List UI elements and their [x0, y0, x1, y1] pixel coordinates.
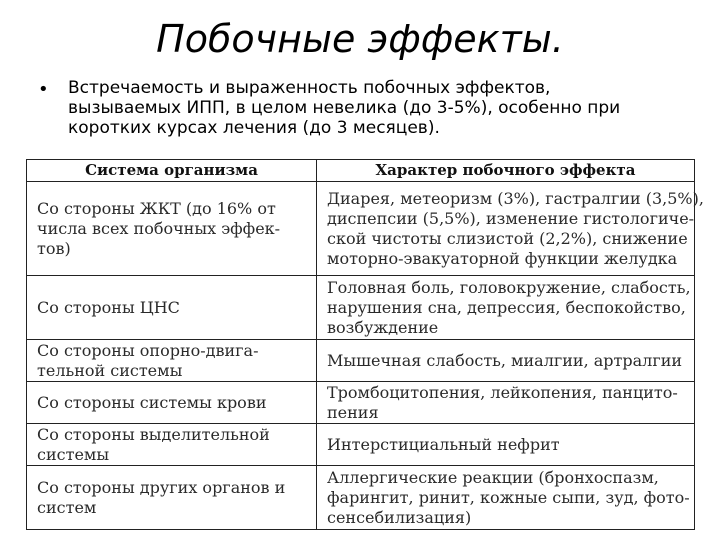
- effect-cell-line: Интерстициальный нефрит: [327, 434, 560, 454]
- system-cell-line: Со стороны опорно-двига-: [37, 340, 259, 360]
- header-effect: Характер побочного эффекта: [317, 160, 695, 182]
- system-cell-line: систем: [37, 497, 97, 517]
- effect-cell-line: ской чистоты слизистой (2,2%), снижение: [327, 228, 688, 248]
- effect-cell-line: пения: [327, 402, 379, 422]
- table-row: [27, 340, 695, 382]
- system-cell: [27, 424, 317, 466]
- bullet-dot-icon: •: [38, 79, 49, 100]
- system-cell-line: Со стороны системы крови: [37, 392, 267, 412]
- system-cell-line: Со стороны ЖКТ (до 16% от: [37, 198, 276, 218]
- table-row: [27, 466, 695, 530]
- table-row: [27, 424, 695, 466]
- system-cell-line: Со стороны других органов и: [37, 477, 286, 497]
- effect-cell-line: диспепсии (5,5%), изменение гистологиче-: [327, 208, 695, 228]
- system-cell: [27, 382, 317, 424]
- slide-title: Побочные эффекты.: [156, 17, 564, 61]
- effect-cell: [317, 276, 695, 340]
- effect-cell-line: Мышечная слабость, миалгии, артралгии: [327, 350, 683, 370]
- table-row: [27, 382, 695, 424]
- system-cell-line: тов): [37, 238, 71, 258]
- side-effects-table: [26, 159, 704, 530]
- effect-cell-line: фарингит, ринит, кожные сыпи, зуд, фото-: [327, 487, 690, 507]
- system-cell: [27, 340, 317, 382]
- table-row: [27, 276, 695, 340]
- bullet-text-line: вызываемых ИПП, в целом невелика (до 3-5%), особенно при: [68, 98, 621, 118]
- effect-cell-line: Аллергические реакции (бронхоспазм,: [327, 467, 659, 487]
- effect-cell: [317, 466, 695, 530]
- bullet-text-line: коротких курсах лечения (до 3 месяцев).: [68, 118, 440, 138]
- bullet-text-line: Встречаемость и выраженность побочных эффектов,: [68, 78, 551, 98]
- effect-cell-line: нарушения сна, депрессия, беспокойство,: [327, 297, 686, 317]
- effect-cell-line: Диарея, метеоризм (3%), гастралгии (3,5%),: [327, 188, 704, 208]
- table-row: [27, 182, 695, 276]
- table-header-row: [27, 160, 695, 182]
- system-cell-line: числа всех побочных эффек-: [37, 218, 281, 238]
- effect-cell-line: Тромбоцитопения, лейкопения, панцито-: [327, 382, 678, 402]
- effect-cell: [317, 340, 695, 382]
- effect-cell-line: сенсебилизация): [327, 507, 472, 527]
- bullet-text: [68, 78, 688, 138]
- system-cell: [27, 182, 317, 276]
- system-cell-line: Со стороны выделительной: [37, 424, 270, 444]
- effect-cell-line: моторно-эвакуаторной функции желудка: [327, 248, 678, 268]
- system-cell: [27, 276, 317, 340]
- system-cell-line: тельной системы: [37, 360, 183, 380]
- system-cell: [27, 466, 317, 530]
- effect-cell: [317, 424, 695, 466]
- effect-cell: [317, 182, 704, 276]
- effect-cell-line: Головная боль, головокружение, слабость,: [327, 277, 691, 297]
- effect-cell-line: возбуждение: [327, 317, 439, 337]
- header-system: Система организма: [27, 160, 317, 182]
- effect-cell: [317, 382, 695, 424]
- system-cell-line: Со стороны ЦНС: [37, 297, 180, 317]
- system-cell-line: системы: [37, 444, 110, 464]
